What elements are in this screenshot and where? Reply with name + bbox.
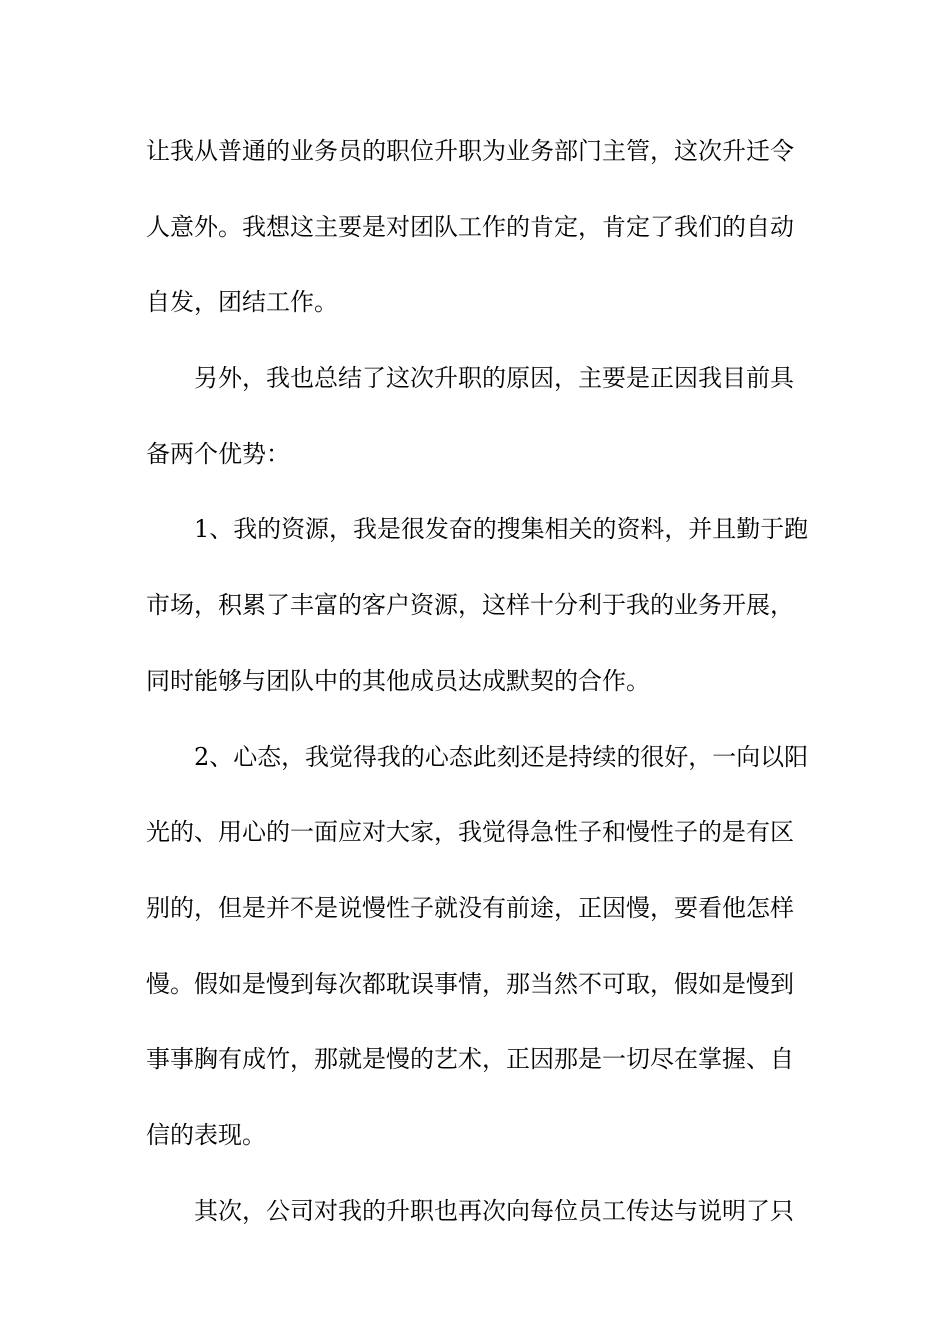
text-line: 同时能够与团队中的其他成员达成默契的合作。 xyxy=(146,666,650,695)
paragraph-first-line: 2、心态，我觉得我的心态此刻还是持续的很好，一向以阳 xyxy=(194,742,808,771)
text-line: 事事胸有成竹，那就是慢的艺术，正因那是一切尽在掌握、自 xyxy=(146,1045,794,1074)
text-line: 慢。假如是慢到每次都耽误事情，那当然不可取，假如是慢到 xyxy=(146,969,794,998)
paragraph-first-line: 其次，公司对我的升职也再次向每位员工传达与说明了只 xyxy=(194,1196,794,1225)
text-line: 人意外。我想这主要是对团队工作的肯定，肯定了我们的自动 xyxy=(146,212,794,241)
text-line: 别的，但是并不是说慢性子就没有前途，正因慢，要看他怎样 xyxy=(146,893,794,922)
text-line: 市场，积累了丰富的客户资源，这样十分利于我的业务开展， xyxy=(146,591,794,620)
paragraph-first-line: 1、我的资源，我是很发奋的搜集相关的资料，并且勤于跑 xyxy=(194,515,808,544)
text-line: 备两个优势： xyxy=(146,439,290,468)
text-line: 光的、用心的一面应对大家，我觉得急性子和慢性子的是有区 xyxy=(146,818,794,847)
text-line: 信的表现。 xyxy=(146,1120,266,1149)
body-text xyxy=(146,114,808,1249)
text-line: 自发，团结工作。 xyxy=(146,288,338,317)
paragraph-first-line: 另外，我也总结了这次升职的原因，主要是正因我目前具 xyxy=(194,364,794,393)
text-line: 让我从普通的业务员的职位升职为业务部门主管，这次升迁令 xyxy=(146,137,794,165)
